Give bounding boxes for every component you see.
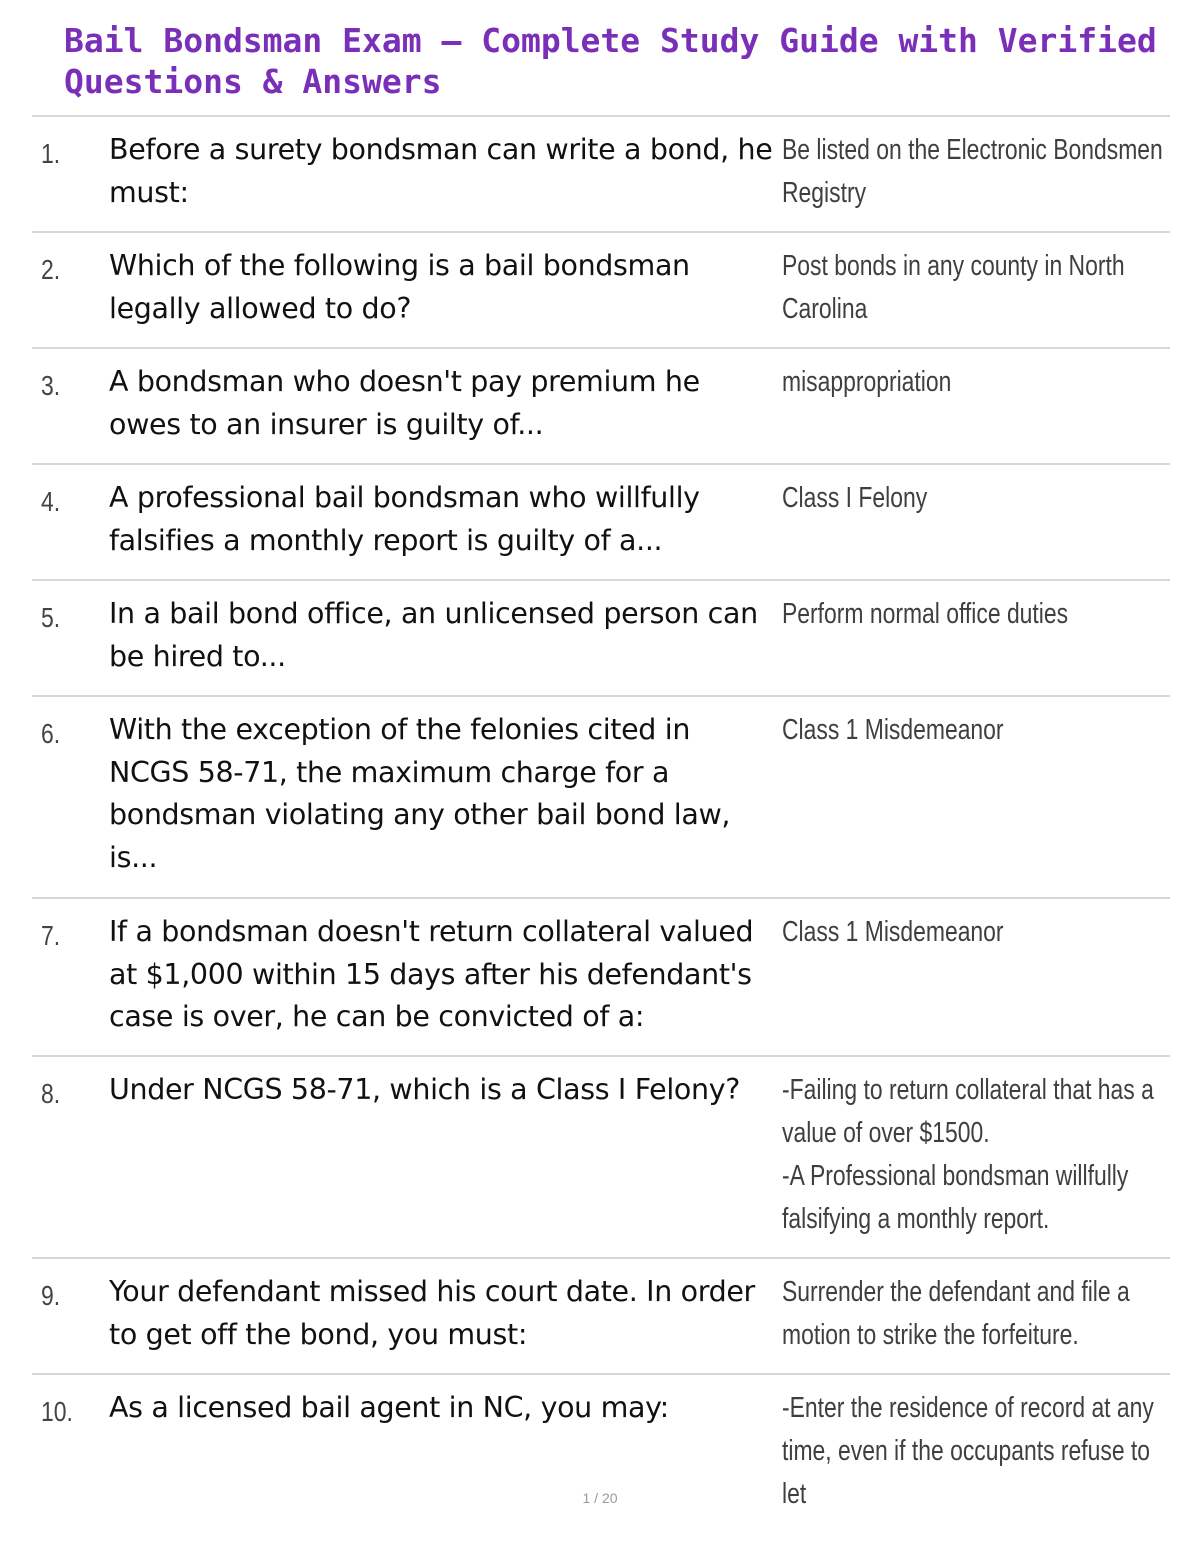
question-text: Under NCGS 58-71, which is a Class I Felony? (109, 1073, 741, 1106)
question-text: With the exception of the felonies cited in NCGS 58-71, the maximum charge for a bondsman violating any other bail bond law, is... (109, 713, 731, 874)
question-text: Which of the following is a bail bondsman legally allowed to do? (109, 249, 690, 325)
answer-text (782, 593, 1089, 636)
question-number: 1. (41, 138, 61, 169)
question-number: 8. (41, 1078, 61, 1109)
question-text: A professional bail bondsman who willfully falsifies a monthly report is guilty of a... (109, 481, 700, 557)
answer-text (782, 361, 1089, 404)
answer-text (782, 245, 1125, 331)
question-number: 10. (41, 1396, 73, 1427)
question-number: 9. (41, 1280, 61, 1311)
question-text: Before a surety bondsman can write a bond, he must: (109, 133, 773, 209)
answer-text (782, 1069, 1154, 1241)
answer-text-content: Perform normal office duties (782, 598, 1069, 630)
qa-row (32, 1259, 1170, 1375)
question-number: 4. (41, 486, 61, 517)
page-indicator: 1 / 20 (582, 1490, 618, 1506)
document-title: Bail Bondsman Exam – Complete Study Guide with Verified Questions & Answers (64, 21, 1157, 101)
question-number: 5. (41, 602, 61, 633)
qa-row (32, 349, 1170, 465)
answer-text (782, 1271, 1130, 1357)
qa-row (32, 581, 1170, 697)
question-number: 3. (41, 370, 61, 401)
question-text: A bondsman who doesn't pay premium he owes to an insurer is guilty of... (109, 365, 700, 441)
answer-text-content: Be listed on the Electronic Bondsmen Registry (782, 134, 1163, 209)
question-number: 2. (41, 254, 61, 285)
answer-text-content: Post bonds in any county in North Carolina (782, 250, 1125, 325)
qa-row (32, 465, 1170, 581)
answer-text-content: misappropriation (782, 366, 952, 398)
answer-text (782, 709, 1089, 752)
question-number: 7. (41, 920, 61, 951)
qa-row (32, 1057, 1170, 1259)
answer-text (782, 477, 1089, 520)
answer-text (782, 911, 1089, 954)
answer-text-content: Class I Felony (782, 482, 928, 514)
answer-text-content: Class 1 Misdemeanor (782, 714, 1004, 746)
answer-text-content: Surrender the defendant and file a motion to strike the forfeiture. (782, 1276, 1130, 1351)
qa-row (32, 117, 1170, 233)
answer-text-content: Class 1 Misdemeanor (782, 916, 1004, 948)
question-text: As a licensed bail agent in NC, you may: (109, 1391, 669, 1424)
qa-row (32, 899, 1170, 1057)
question-text: Your defendant missed his court date. In order to get off the bond, you must: (109, 1275, 755, 1351)
answer-text-content: -Enter the residence of record at any time, even if the occupants refuse to let (782, 1392, 1154, 1510)
qa-row (32, 697, 1170, 899)
answer-text-content: -Failing to return collateral that has a value of over $1500. -A Professional bondsman willfully falsifying a monthly report. (782, 1074, 1154, 1235)
question-text: In a bail bond office, an unlicensed person can be hired to... (109, 597, 758, 673)
question-number: 6. (41, 718, 61, 749)
question-text: If a bondsman doesn't return collateral valued at $1,000 within 15 days after his defendant's case is over, he can be convicted of a: (109, 915, 754, 1033)
qa-row (32, 233, 1170, 349)
answer-text (782, 129, 1163, 215)
